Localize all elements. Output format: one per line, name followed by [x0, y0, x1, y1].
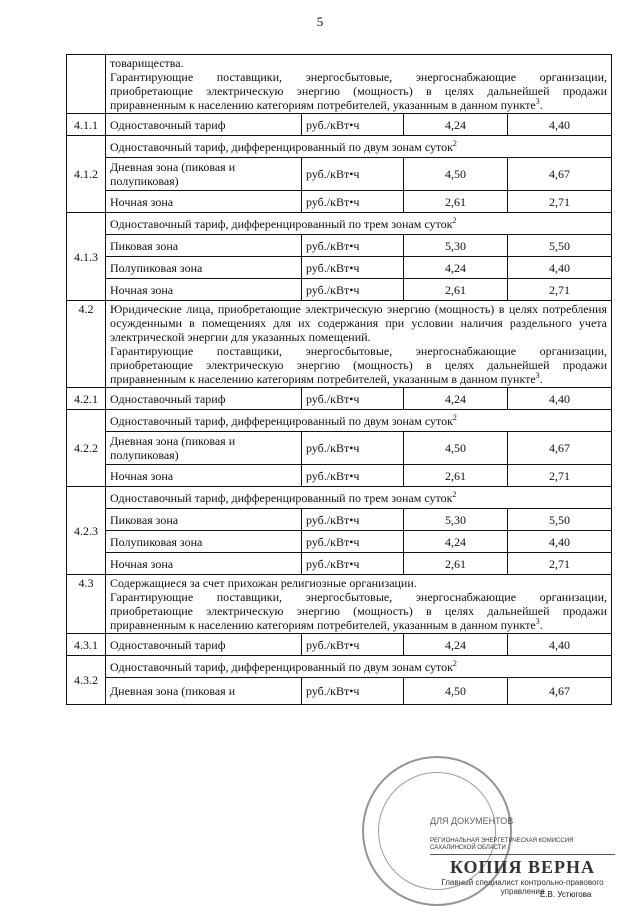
unit-cell: руб./кВт•ч: [302, 553, 404, 575]
value-first-half: 4,24: [404, 531, 508, 553]
table-row: [67, 213, 612, 235]
subsection-title: Одноставочный тариф, дифференцированный по трем зонам суток$^2$: [106, 213, 612, 235]
subsection-title: Одноставочный тариф, дифференцированный по двум зонам суток$^2$: [106, 410, 612, 432]
value-first-half: 4,24: [404, 114, 508, 136]
description-paragraph: Гарантирующие поставщики, энергосбытовые, энергоснабжающие организации, приобретающие электрическую энергию (мощность) в целях дальнейшей продажи приравненным к населению категориям потребителей, указанным в данном пункте$^3$.: [110, 590, 607, 632]
value-first-half: 5,30: [404, 509, 508, 531]
unit-cell: руб./кВт•ч: [302, 257, 404, 279]
footnote-ref: 2: [452, 489, 457, 499]
row-number: 4.1.1: [67, 114, 106, 136]
table-row: [67, 634, 612, 656]
footnote-ref: 2: [452, 215, 457, 225]
unit-cell: руб./кВт•ч: [302, 432, 404, 465]
value-first-half: 4,24: [404, 257, 508, 279]
value-first-half: 2,61: [404, 465, 508, 487]
unit-cell: руб./кВт•ч: [302, 678, 404, 705]
value-second-half: 2,71: [508, 465, 612, 487]
value-first-half: 4,24: [404, 634, 508, 656]
value-first-half: 2,61: [404, 553, 508, 575]
row-number: 4.1.3: [67, 213, 106, 301]
value-second-half: 5,50: [508, 509, 612, 531]
stamp-position: Главный специалист контрольно-правового управления: [441, 878, 604, 896]
section-number-cell: [67, 55, 106, 114]
tariff-name: Одноставочный тариф: [106, 388, 302, 410]
unit-cell: руб./кВт•ч: [302, 235, 404, 257]
subsection-title: Одноставочный тариф, дифференцированный по двум зонам суток$^2$: [106, 656, 612, 678]
section-description: [106, 301, 612, 388]
value-first-half: 4,50: [404, 158, 508, 191]
unit-cell: руб./кВт•ч: [302, 509, 404, 531]
subsection-title: Одноставочный тариф, дифференцированный по двум зонам суток$^2$: [106, 136, 612, 158]
row-number: 4.2.3: [67, 487, 106, 575]
tariff-name: Одноставочный тариф: [106, 114, 302, 136]
value-second-half: 4,40: [508, 114, 612, 136]
table-row: [67, 55, 612, 114]
unit-cell: руб./кВт•ч: [302, 191, 404, 213]
tariff-table: [66, 54, 612, 705]
footnote-ref: 2: [452, 658, 457, 668]
row-number: 4.3.2: [67, 656, 106, 705]
value-first-half: 5,30: [404, 235, 508, 257]
value-second-half: 4,40: [508, 388, 612, 410]
zone-name: Полупиковая зона: [106, 257, 302, 279]
section-number: 4.2: [67, 301, 106, 388]
row-number: 4.3.1: [67, 634, 106, 656]
table-row: [67, 678, 612, 705]
value-first-half: 2,61: [404, 279, 508, 301]
description-paragraph: Гарантирующие поставщики, энергосбытовые, энергоснабжающие организации, приобретающие электрическую энергию (мощность) в целях дальнейшей продажи приравненным к населению категориям потребителей, указанным в данном пункте$^3$.: [110, 70, 607, 112]
description-paragraph: Содержащиеся за счет прихожан религиозные организации.: [110, 576, 417, 590]
table-row: [67, 279, 612, 301]
stamp-organization: РЕГИОНАЛЬНАЯ ЭНЕРГЕТИЧЕСКАЯ КОМИССИЯ САХАЛИНСКОЙ ОБЛАСТИ: [430, 838, 615, 855]
value-second-half: 4,67: [508, 432, 612, 465]
table-row: [67, 158, 612, 191]
table-row: [67, 575, 612, 634]
value-first-half: 4,50: [404, 432, 508, 465]
footnote-ref: 2: [452, 412, 457, 422]
zone-name: Ночная зона: [106, 465, 302, 487]
unit-cell: руб./кВт•ч: [302, 114, 404, 136]
zone-name: Дневная зона (пиковая и полупиковая): [106, 432, 302, 465]
table-row: [67, 191, 612, 213]
zone-name: Пиковая зона: [106, 509, 302, 531]
row-number: 4.2.1: [67, 388, 106, 410]
zone-name: Дневная зона (пиковая и: [106, 678, 302, 705]
subsection-title: Одноставочный тариф, дифференцированный по трем зонам суток$^2$: [106, 487, 612, 509]
zone-name: Полупиковая зона: [106, 531, 302, 553]
tariff-name: Одноставочный тариф: [106, 634, 302, 656]
unit-cell: руб./кВт•ч: [302, 279, 404, 301]
table-row: [67, 410, 612, 432]
page-number: 5: [316, 14, 324, 29]
footnote-ref: 2: [452, 138, 457, 148]
section-description: [106, 575, 612, 634]
footnote-ref: 3: [535, 617, 540, 626]
value-first-half: 4,50: [404, 678, 508, 705]
value-second-half: 4,67: [508, 158, 612, 191]
table-row: [67, 553, 612, 575]
table-row: [67, 388, 612, 410]
signatory-name: Е.В. Устюгова: [540, 890, 592, 899]
section-description: [106, 55, 612, 114]
stamp-title: КОПИЯ ВЕРНА: [449, 857, 596, 877]
value-first-half: 4,24: [404, 388, 508, 410]
table-row: [67, 487, 612, 509]
seal-text: ДЛЯ ДОКУМЕНТОВ: [430, 816, 514, 826]
unit-cell: руб./кВт•ч: [302, 388, 404, 410]
table-row: [67, 235, 612, 257]
zone-name: Пиковая зона: [106, 235, 302, 257]
description-paragraph: Юридические лица, приобретающие электрическую энергию (мощность) в целях потребления осужденными в помещениях для их содержания при условии наличия раздельного учета электрической энергии для указанных помещений.: [110, 302, 607, 344]
value-second-half: 4,67: [508, 678, 612, 705]
table-row: [67, 509, 612, 531]
certified-copy-stamp: [430, 838, 615, 896]
value-second-half: 5,50: [508, 235, 612, 257]
round-seal: [362, 756, 512, 906]
section-number: 4.3: [67, 575, 106, 634]
description-line: товарищества.: [110, 56, 184, 70]
table-row: [67, 531, 612, 553]
table-row: [67, 301, 612, 388]
value-second-half: 4,40: [508, 634, 612, 656]
description-paragraph: Гарантирующие поставщики, энергосбытовые, энергоснабжающие организации, приобретающие электрическую энергию (мощность) в целях дальнейшей продажи приравненным к населению категориям потребителей, указанным в данном пункте$^3$.: [110, 344, 607, 386]
table-row: [67, 257, 612, 279]
unit-cell: руб./кВт•ч: [302, 158, 404, 191]
value-second-half: 4,40: [508, 257, 612, 279]
table-row: [67, 656, 612, 678]
value-first-half: 2,61: [404, 191, 508, 213]
footnote-ref: 3: [535, 371, 540, 380]
unit-cell: руб./кВт•ч: [302, 531, 404, 553]
value-second-half: 2,71: [508, 191, 612, 213]
value-second-half: 2,71: [508, 279, 612, 301]
table-row: [67, 465, 612, 487]
value-second-half: 4,40: [508, 531, 612, 553]
zone-name: Ночная зона: [106, 553, 302, 575]
unit-cell: руб./кВт•ч: [302, 465, 404, 487]
table-row: [67, 114, 612, 136]
table-row: [67, 136, 612, 158]
row-number: 4.2.2: [67, 410, 106, 487]
footnote-ref: 3: [535, 97, 540, 106]
table-row: [67, 432, 612, 465]
value-second-half: 2,71: [508, 553, 612, 575]
zone-name: Ночная зона: [106, 191, 302, 213]
zone-name: Дневная зона (пиковая и полупиковая): [106, 158, 302, 191]
zone-name: Ночная зона: [106, 279, 302, 301]
row-number: 4.1.2: [67, 136, 106, 213]
unit-cell: руб./кВт•ч: [302, 634, 404, 656]
